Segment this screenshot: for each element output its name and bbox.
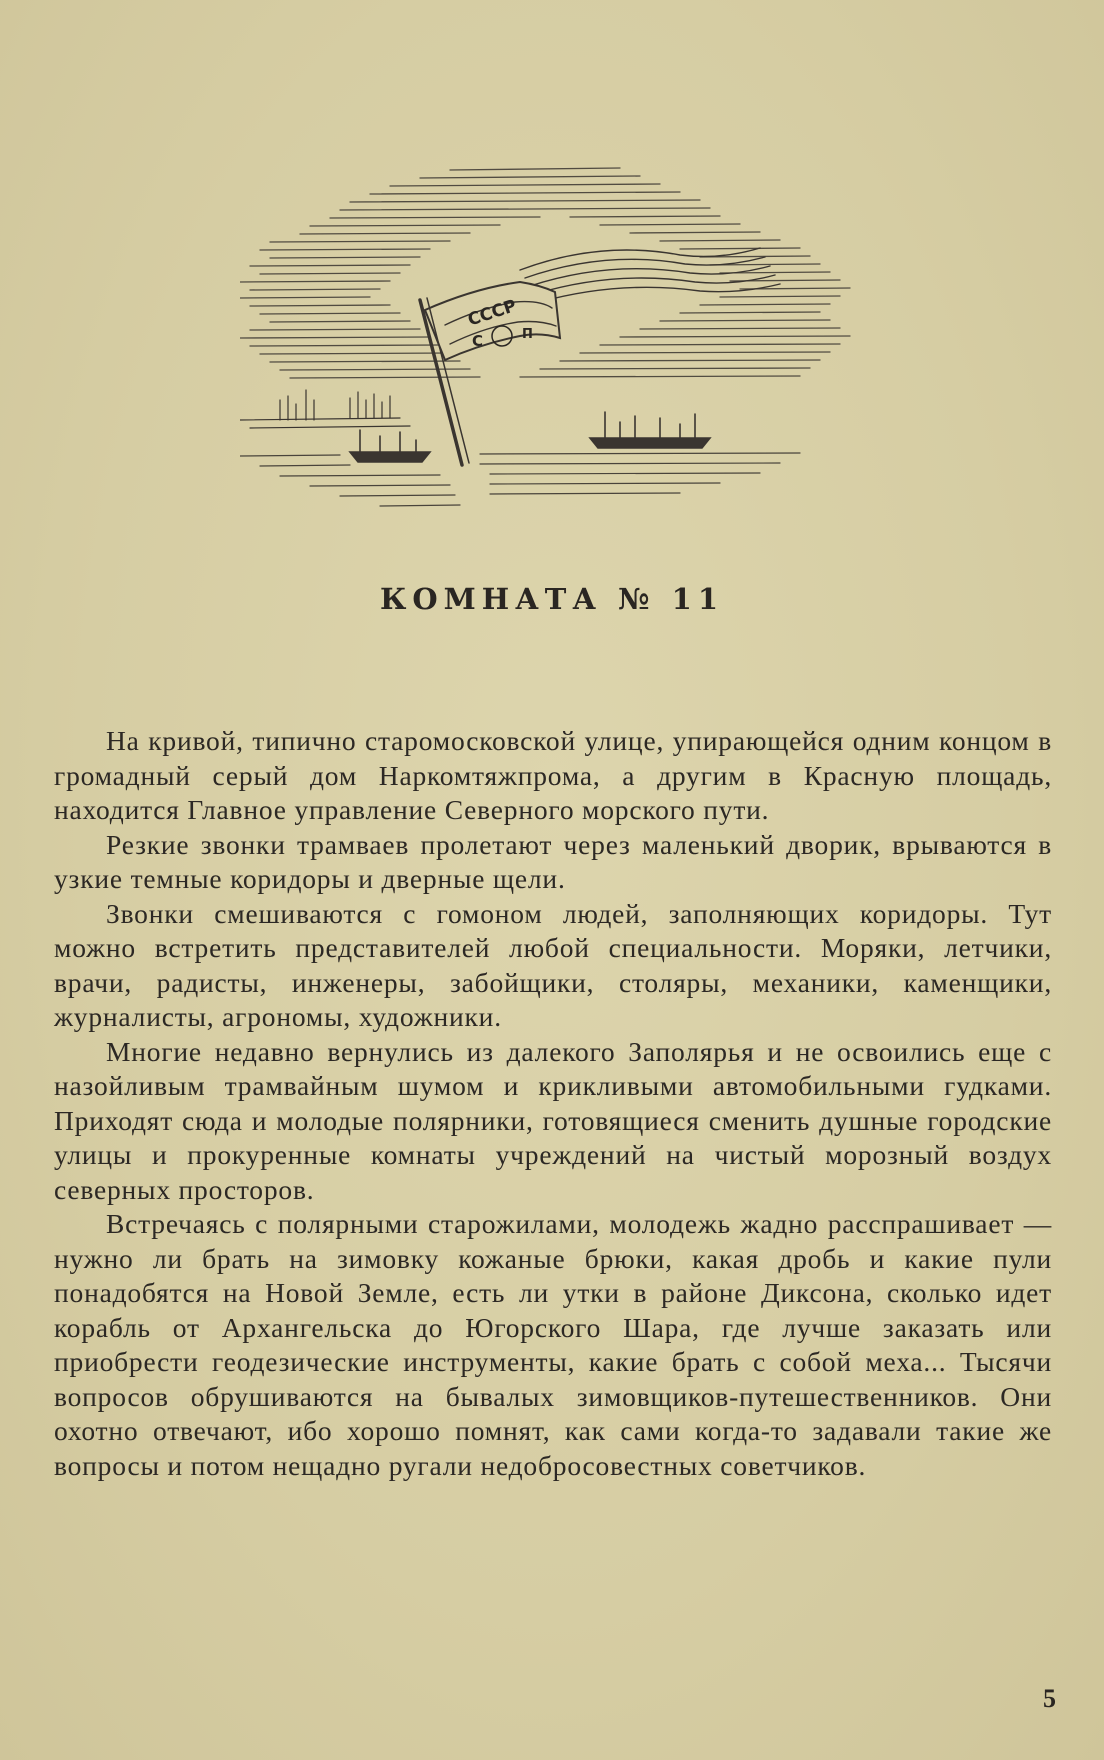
page-number: 5 xyxy=(1043,1684,1056,1713)
paragraph: Встречаясь с полярными старожилами, молодежь жадно расспрашивает — нужно ли брать на зимовку кожаные брюки, какая дробь и какие пули понадобятся на Новой Земле, есть ли утки в районе Диксона, сколько идет корабль от Архангельска до Югорского Шара, где лучше заказать или приобрести геодезические инструменты, какие брать с собой меха... Тысячи вопросов обрушиваются на бывалых зимовщиков-путешественников. Они охотно отвечают, ибо хорошо помнят, как сами когда-то задавали такие же вопросы и потом нещадно ругали недобросовестных советчиков. xyxy=(54,1208,1052,1481)
body-text xyxy=(54,724,1052,1483)
paragraph: Звонки смешиваются с гомоном людей, заполняющих коридоры. Тут можно встретить представителей любой специальности. Моряки, летчики, врачи, радисты, инженеры, забойщики, столяры, механики, каменщики, журналисты, агрономы, художники. xyxy=(54,897,1052,1032)
flag-text: СССР xyxy=(465,296,520,331)
paragraph: На кривой, типично старомосковской улице, упирающейся одним концом в громадный серый дом Наркомтяжпрома, а другим в Красную площадь, находится Главное управление Северного морского пути. xyxy=(54,725,1052,825)
flag-emblem-left: С xyxy=(472,332,484,350)
flag-ships-illustration xyxy=(240,160,860,530)
flag-emblem-right: П xyxy=(522,327,533,342)
paragraph: Многие недавно вернулись из далекого Заполярья и не освоились еще с назойливым трамвайным шумом и крикливыми автомобильными гудками. Приходят сюда и молодые полярники, готовящиеся сменить душные городские улицы и прокуренные комнаты учреждений на чистый морозный воздух северных просторов. xyxy=(54,1035,1052,1205)
chapter-title: КОМНАТА № 11 xyxy=(379,582,725,616)
paragraph: Резкие звонки трамваев пролетают через маленький дворик, врываются в узкие темные коридоры и дверные щели. xyxy=(54,828,1052,894)
